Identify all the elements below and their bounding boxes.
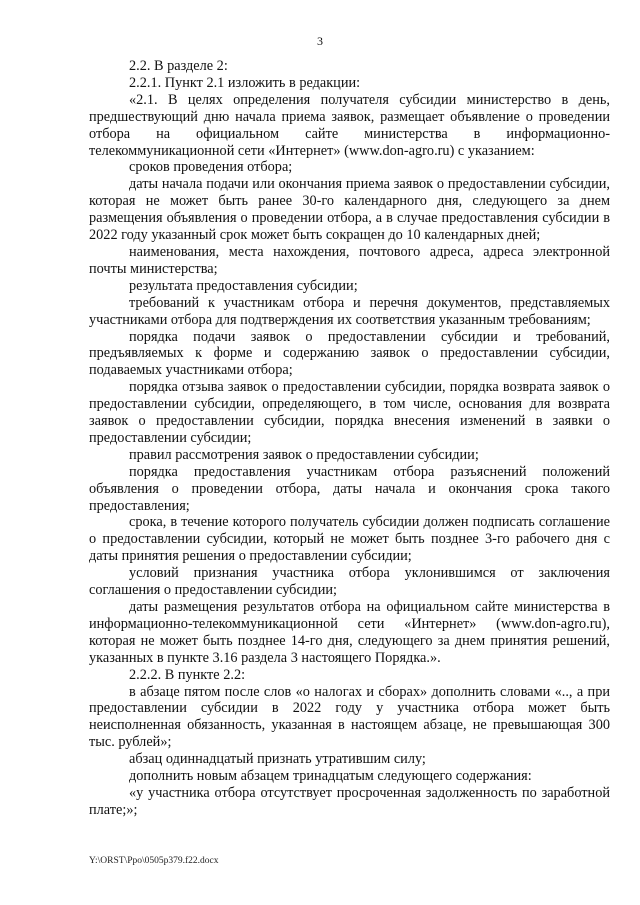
paragraph: «2.1. В целях определения получателя субсидии министерство в день, предшествующий дню начала приема заявок, размещает объявление о проведении отбора на официальном сайте министерства в информационно-телекоммуникационной сети «Интернет» (www.don-agro.ru) с указанием: [89, 91, 610, 159]
paragraph: требований к участникам отбора и перечня документов, представляемых участниками отбора для подтверждения их соответствия указанным требованиям; [89, 294, 610, 328]
document-body [89, 58, 610, 819]
paragraph: даты размещения результатов отбора на официальном сайте министерства в информационно-телекоммуникационной сети «Интернет» (www.don-agro.ru), которая не может быть позднее 14-го дня, следующего за днем принятия решений, указанных в пункте 3.16 раздела 3 настоящего Порядка.». [89, 599, 610, 666]
paragraph: срока, в течение которого получатель субсидии должен подписать соглашение о предоставлении субсидии, который не может быть позднее 3-го рабочего дня с даты принятия решения о предоставлении субсидии; [89, 514, 610, 565]
paragraph: даты начала подачи или окончания приема заявок о предоставлении субсидии, которая не может быть ранее 30-го календарного дня, следующего за днем размещения объявления о проведении отбора, а в случае предоставления субсидии в 2022 году указанный срок может быть сокращен до 10 календарных дней; [89, 176, 610, 244]
file-path-footer: Y:\ORST\Ppo\0505p379.f22.docx [89, 856, 219, 866]
paragraph: порядка отзыва заявок о предоставлении субсидии, порядка возврата заявок о предоставлении субсидии, определяющего, в том числе, основания для возврата заявок о предоставлении субсидии, порядка внесения изменений в заявки о предоставлении субсидии; [89, 379, 610, 446]
paragraph: абзац одиннадцатый признать утратившим силу; [129, 751, 426, 768]
paragraph: 2.2.1. Пункт 2.1 изложить в редакции: [129, 74, 361, 91]
page-number: 3 [317, 34, 323, 48]
paragraph: в абзаце пятом после слов «о налогах и сборах» дополнить словами «.., а при предоставлении субсидии в 2022 году у участника отбора может быть неисполненная обязанность, указанная в настоящем абзаце, не превышающая 300 тыс. рублей»; [89, 683, 610, 751]
paragraph: наименования, места нахождения, почтового адреса, адреса электронной почты министерства; [89, 243, 610, 277]
paragraph: порядка подачи заявок о предоставлении субсидии и требований, предъявляемых к форме и содержанию заявок о предоставлении субсидии, подаваемых участниками отбора; [89, 328, 610, 379]
paragraph: 2.2.2. В пункте 2.2: [129, 666, 246, 683]
paragraph: «у участника отбора отсутствует просроченная задолженность по заработной плате;»; [89, 784, 610, 818]
paragraph: сроков проведения отбора; [129, 159, 293, 176]
paragraph: условий признания участника отбора уклонившимся от заключения соглашения о предоставлении субсидии; [89, 565, 610, 599]
paragraph: правил рассмотрения заявок о предоставлении субсидии; [129, 446, 479, 463]
paragraph: дополнить новым абзацем тринадцатым следующего содержания: [129, 768, 532, 785]
paragraph: порядка предоставления участникам отбора разъяснений положений объявления о проведении отбора, даты начала и окончания срока такого предоставления; [89, 463, 610, 514]
paragraph: результата предоставления субсидии; [129, 277, 358, 294]
paragraph: 2.2. В разделе 2: [129, 58, 228, 74]
